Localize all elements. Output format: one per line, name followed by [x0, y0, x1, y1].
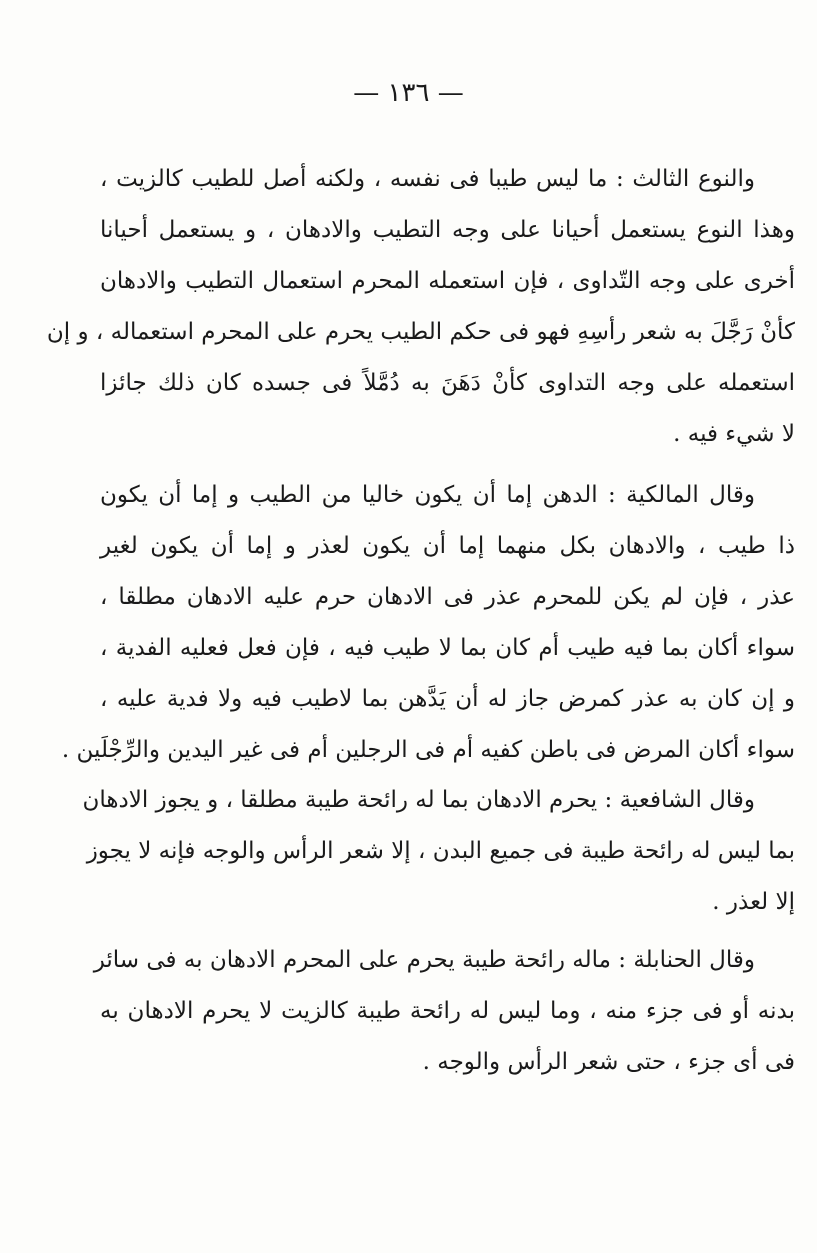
- text-line: سواء أكان المرض فى باطن كفيه أم فى الرجلين أم فى غير اليدين والرِّجْلَين .: [61, 737, 795, 763]
- page-number: — ١٣٦ —: [353, 78, 464, 108]
- text-line: فى أى جزء ، حتى شعر الرأس والوجه .: [422, 1049, 795, 1075]
- text-line: و إن كان به عذر كمرض جاز له أن يَدَّهن بما لاطيب فيه ولا فدية عليه ،: [100, 686, 795, 712]
- text-line: ذا طيب ، والادهان بكل منهما إما أن يكون لعذر و إما أن يكون لغير: [100, 533, 795, 559]
- text-line: وهذا النوع يستعمل أحيانا على وجه التطيب والادهان ، و يستعمل أحيانا: [100, 217, 795, 243]
- paragraph-shafiiyya: [82, 775, 795, 928]
- text-line: بدنه أو فى جزء منه ، وما ليس له رائحة طيبة كالزيت لا يحرم الادهان به: [100, 998, 795, 1024]
- text-line: إلا لعذر .: [712, 889, 795, 915]
- text-line: وقال الحنابلة : ماله رائحة طيبة يحرم على المحرم الادهان به فى سائر: [93, 947, 755, 973]
- paragraph-hanabila: [93, 935, 795, 1088]
- text-line: كأنْ رَجَّلَ به شعر رأسِهِ فهو فى حكم الطيب يحرم على المحرم استعماله ، و إن: [46, 319, 795, 345]
- text-line: بما ليس له رائحة طيبة فى جميع البدن ، إلا شعر الرأس والوجه فإنه لا يجوز: [86, 838, 795, 864]
- text-line: وقال الشافعية : يحرم الادهان بما له رائحة طيبة مطلقا ، و يجوز الادهان: [82, 787, 755, 813]
- text-line: أخرى على وجه التّداوى ، فإن استعمله المحرم استعمال التطيب والادهان: [100, 268, 795, 294]
- paragraph-malikiyya: [61, 470, 795, 776]
- text-line: والنوع الثالث : ما ليس طيبا فى نفسه ، ولكنه أصل للطيب كالزيت ،: [100, 166, 755, 192]
- text-line: لا شيء فيه .: [673, 421, 795, 447]
- text-line: عذر ، فإن لم يكن للمحرم عذر فى الادهان حرم عليه الادهان مطلقا ،: [100, 584, 795, 610]
- text-line: وقال المالكية : الدهن إما أن يكون خاليا من الطيب و إما أن يكون: [100, 482, 755, 508]
- text-line: استعمله على وجه التداوى كأنْ دَهَنَ به دُمَّلاً فى جسده كان ذلك جائزا: [100, 370, 795, 396]
- text-line: سواء أكان بما فيه طيب أم كان بما لا طيب فيه ، فإن فعل فعليه الفدية ،: [100, 635, 795, 661]
- paragraph-third-type: [46, 154, 795, 460]
